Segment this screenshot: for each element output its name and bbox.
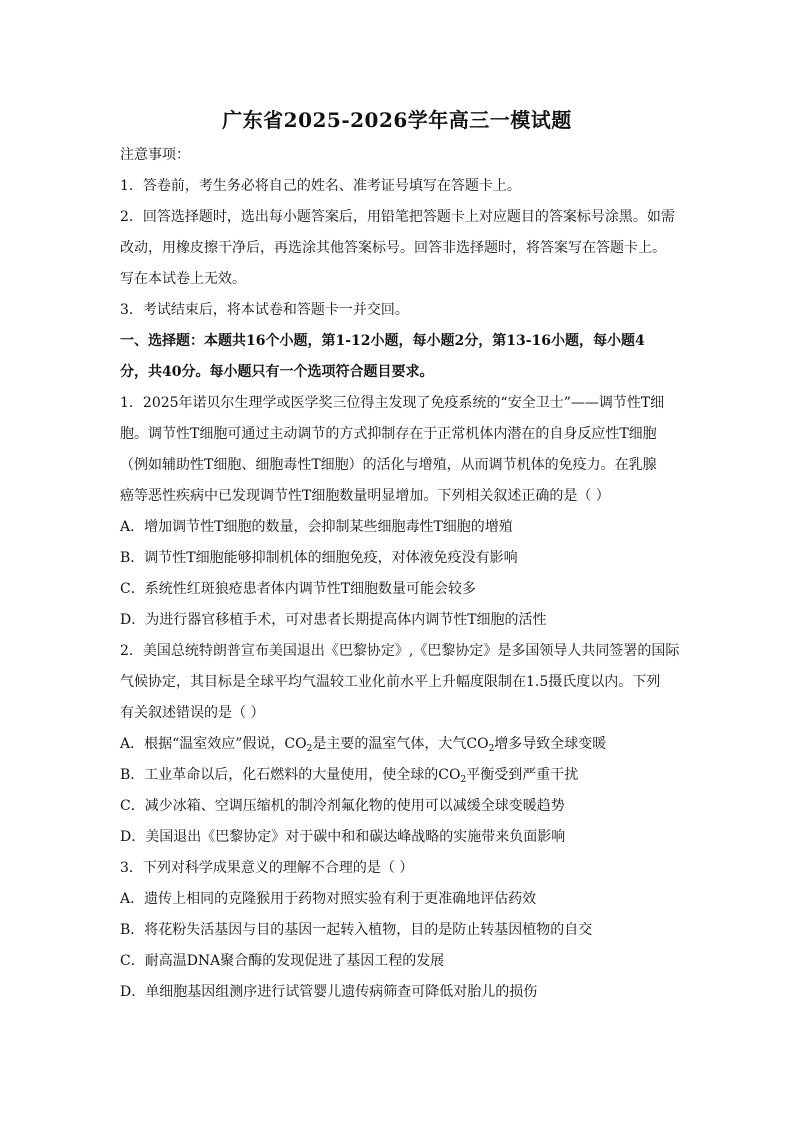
notice-item: 3．考试结束后，将本试卷和答题卡一并交回。 xyxy=(120,302,409,318)
question-2-option-a: A．根据“温室效应”假说，$CO_2$是主要的温室气体，大气$CO_2$增多导致全球变暖 xyxy=(120,736,607,754)
question-3-option-c: C．耐高温DNA聚合酶的发现促进了基因工程的发展 xyxy=(120,953,445,969)
question-3-option-b: B．将花粉失活基因与目的基因一起转入植物，目的是防止转基因植物的自交 xyxy=(120,922,593,938)
question-3-option-a: A．遗传上相同的克隆猴用于药物对照实验有利于更准确地评估药效 xyxy=(120,891,537,907)
question-2-option-d: D．美国退出《巴黎协定》对于碳中和和碳达峰战略的实施带来负面影响 xyxy=(120,829,566,845)
notice-item: 1．答卷前，考生务必将自己的姓名、准考证号填写在答题卡上。 xyxy=(120,178,521,194)
notice-heading: 注意事项： xyxy=(120,147,190,163)
question-2-option-b: B．工业革命以后，化石燃料的大量使用，使全球的$CO_2$平衡受到严重干扰 xyxy=(120,767,579,785)
question-1-option-d: D．为进行器官移植手术，可对患者长期提高体内调节性T细胞的活性 xyxy=(120,612,547,628)
question-1-option-b: B．调节性T细胞能够抑制机体的细胞免疫，对体液免疫没有影响 xyxy=(120,550,518,566)
question-2-stem: 有关叙述错误的是（ ） xyxy=(120,705,265,721)
question-1-option-a: A．增加调节性T细胞的数量，会抑制某些细胞毒性T细胞的增殖 xyxy=(120,519,513,535)
notice-item: 2．回答选择题时，选出每小题答案后，用铅笔把答题卡上对应题目的答案标号涂黑。如需 xyxy=(120,209,675,225)
question-1-option-c: C．系统性红斑狼疮患者体内调节性T细胞数量可能会较多 xyxy=(120,581,477,597)
section-heading: 分，共40分。每小题只有一个选项符合题目要求。 xyxy=(120,364,434,380)
question-3-stem: 3．下列对科学成果意义的理解不合理的是（ ） xyxy=(120,860,414,876)
question-2-stem: 2．美国总统特朗普宣布美国退出《巴黎协定》,《巴黎协定》是多国领导人共同签署的国际 xyxy=(120,643,680,659)
question-1-stem: 1．2025年诺贝尔生理学或医学奖三位得主发现了免疫系统的“安全卫士”——调节性T细 xyxy=(120,395,665,411)
question-1-stem: 癌等恶性疾病中已发现调节性T细胞数量明显增加。下列相关叙述正确的是（ ） xyxy=(120,488,610,504)
question-3-option-d: D．单细胞基因组测序进行试管婴儿遗传病筛查可降低对胎儿的损伤 xyxy=(120,984,538,1000)
notice-item: 写在本试卷上无效。 xyxy=(120,271,246,287)
question-1-stem: 胞。调节性T细胞可通过主动调节的方式抑制存在于正常机体内潜在的自身反应性T细胞 xyxy=(120,426,657,442)
notice-item: 改动，用橡皮擦干净后，再选涂其他答案标号。回答非选择题时，将答案写在答题卡上。 xyxy=(120,240,666,256)
question-2-stem: 气候协定，其目标是全球平均气温较工业化前水平上升幅度限制在1.5摄氏度以内。下列 xyxy=(120,674,661,690)
question-1-stem: （例如辅助性T细胞、细胞毒性T细胞）的活化与增殖，从而调节机体的免疫力。在乳腺 xyxy=(120,457,657,473)
question-2-option-c: C．减少冰箱、空调压缩机的制冷剂氟化物的使用可以减缓全球变暖趋势 xyxy=(120,798,565,814)
section-heading: 一、选择题：本题共16个小题，第1-12小题，每小题2分，第13-16小题，每小题4 xyxy=(120,333,645,349)
exam-title: 广东省2025-2026学年高三一模试题 xyxy=(222,108,572,132)
